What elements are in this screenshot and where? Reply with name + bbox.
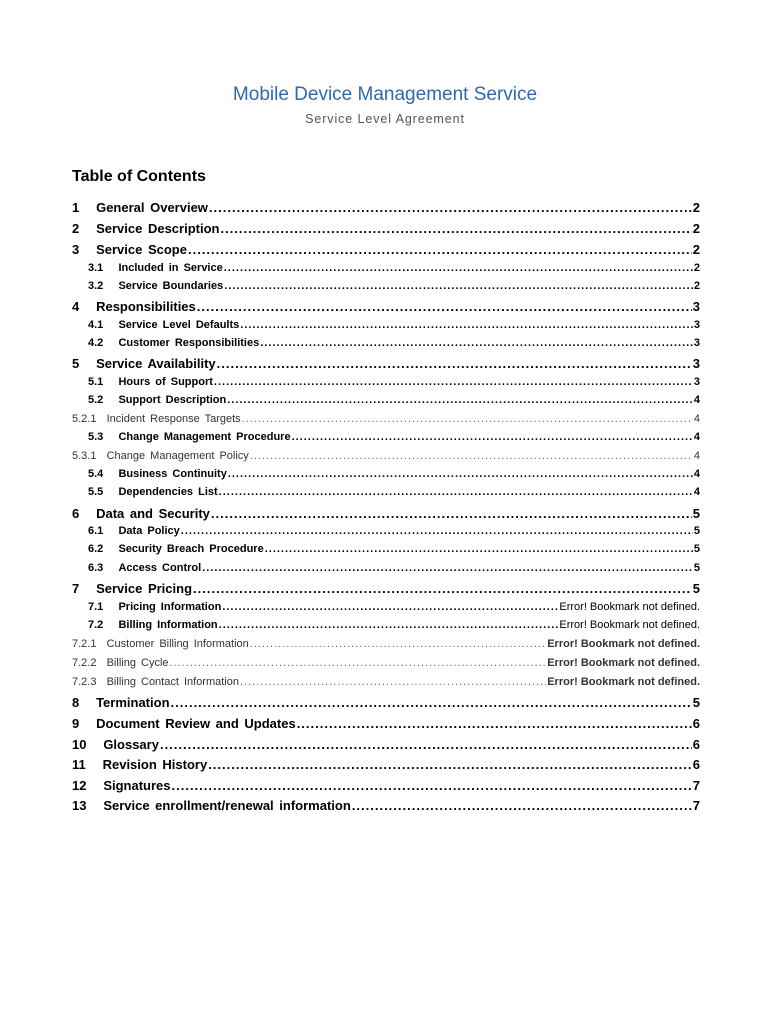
toc-entry-title: Service enrollment/renewal information [103, 798, 351, 813]
toc-dot-leader [208, 757, 692, 772]
toc-entry-page: 3 [692, 356, 700, 371]
toc-entry-label [72, 262, 223, 274]
toc-entry[interactable] [72, 486, 700, 498]
toc-entry-number: 5.3.1 [72, 450, 97, 462]
toc-dot-leader [240, 676, 546, 688]
toc-entry[interactable] [72, 200, 700, 215]
toc-entry-page: 6 [692, 737, 700, 752]
toc-entry-title: Glossary [103, 737, 159, 752]
toc-entry[interactable] [72, 431, 700, 443]
toc-entry-label [72, 280, 223, 292]
toc-entry-number: 4.2 [88, 337, 104, 349]
toc-entry-page: 2 [692, 200, 700, 215]
toc-entry-title: Business Continuity [118, 468, 227, 480]
toc-entry-number: 6 [72, 506, 80, 521]
toc-entry-label [72, 619, 218, 631]
toc-entry[interactable] [72, 543, 700, 555]
toc-entry-title: Security Breach Procedure [118, 543, 264, 555]
toc-entry-number: 8 [72, 695, 80, 710]
toc-entry-title: Dependencies List [118, 486, 218, 498]
toc-entry-number: 1 [72, 200, 80, 215]
toc-entry-number: 7.2 [88, 619, 104, 631]
toc-entry-label [72, 299, 196, 314]
toc-entry-title: Service Level Defaults [118, 319, 240, 331]
toc-entry-number: 6.2 [88, 543, 104, 555]
toc-dot-leader [219, 486, 693, 498]
toc-entry-label [72, 562, 201, 574]
toc-entry-page: 4 [693, 394, 700, 406]
toc-entry-title: Hours of Support [118, 376, 213, 388]
toc-entry[interactable] [72, 798, 700, 813]
toc-entry[interactable] [72, 413, 700, 425]
toc-entry-label [72, 337, 259, 349]
toc-entry-page: 2 [692, 242, 700, 257]
toc-entry[interactable] [72, 337, 700, 349]
toc-entry-number: 10 [72, 737, 87, 752]
toc-entry-title: Billing Contact Information [106, 676, 239, 688]
toc-entry-number: 7.2.3 [72, 676, 97, 688]
toc-entry-page: 2 [693, 262, 700, 274]
toc-entry-number: 6.1 [88, 525, 104, 537]
toc-entry-title: Signatures [103, 778, 171, 793]
toc-dot-leader [224, 262, 693, 274]
toc-entry-number: 12 [72, 778, 87, 793]
toc-entry-label [72, 413, 241, 425]
toc-entry[interactable] [72, 319, 700, 331]
toc-entry[interactable] [72, 356, 700, 371]
toc-entry-label [72, 200, 208, 215]
toc-entry[interactable] [72, 394, 700, 406]
toc-entry-title: Customer Responsibilities [118, 337, 260, 349]
toc-entry-title: Access Control [118, 562, 202, 574]
toc-entry-label [72, 757, 207, 772]
toc-entry-page: 5 [693, 525, 700, 537]
toc-entry-page: 5 [693, 562, 700, 574]
toc-entry[interactable] [72, 299, 700, 314]
toc-entry-page: 7 [692, 798, 700, 813]
toc-dot-leader [181, 525, 693, 537]
toc-dot-leader [193, 581, 692, 596]
toc-entry[interactable] [72, 262, 700, 274]
toc-entry-title: General Overview [96, 200, 208, 215]
document-subtitle: Service Level Agreement [305, 112, 465, 126]
toc-entry-page: 4 [693, 486, 700, 498]
toc-entry-page: 3 [693, 319, 700, 331]
toc-entry-page: 5 [692, 581, 700, 596]
toc-dot-leader [171, 695, 692, 710]
toc-entry-label [72, 581, 192, 596]
toc-entry[interactable] [72, 716, 700, 731]
toc-entry-page: 6 [692, 716, 700, 731]
toc-entry[interactable] [72, 506, 700, 521]
toc-entry-title: Data and Security [96, 506, 210, 521]
toc-entry-label [72, 486, 218, 498]
toc-entry-number: 9 [72, 716, 80, 731]
toc-entry-page: 4 [693, 431, 700, 443]
toc-entry-label [72, 657, 169, 669]
toc-entry[interactable] [72, 581, 700, 596]
toc-entry-title: Included in Service [118, 262, 223, 274]
toc-dot-leader [170, 657, 547, 669]
toc-entry-page: Error! Bookmark not defined. [547, 638, 700, 650]
toc-entry-number: 5.2.1 [72, 413, 97, 425]
toc-entry-page: 5 [692, 506, 700, 521]
toc-dot-leader [220, 221, 691, 236]
toc-entry-label [72, 638, 249, 650]
toc-entry-page: 3 [693, 337, 700, 349]
toc-dot-leader [240, 319, 693, 331]
toc-entry-title: Revision History [102, 757, 208, 772]
toc-entry-label [72, 376, 213, 388]
toc-entry-number: 5.3 [88, 431, 104, 443]
toc-dot-leader [214, 376, 693, 388]
toc-entry-number: 7.1 [88, 601, 104, 613]
toc-dot-leader [265, 543, 693, 555]
toc-dot-leader [297, 716, 692, 731]
toc-entry-title: Billing Cycle [106, 657, 169, 669]
toc-entry[interactable] [72, 280, 700, 292]
toc-entry-title: Service Boundaries [118, 280, 224, 292]
toc-entry-title: Data Policy [118, 525, 180, 537]
toc-entry-label [72, 543, 264, 555]
toc-dot-leader [209, 200, 692, 215]
toc-entry-label [72, 356, 216, 371]
toc-dot-leader [292, 431, 693, 443]
toc-entry-number: 13 [72, 798, 87, 813]
toc-dot-leader [202, 562, 693, 574]
toc-entry-page: 4 [693, 468, 700, 480]
toc-entry-label [72, 716, 296, 731]
toc-entry-number: 5.4 [88, 468, 104, 480]
toc-entry-number: 7.2.1 [72, 638, 97, 650]
toc-entry[interactable] [72, 676, 700, 688]
toc-entry-page: Error! Bookmark not defined. [547, 657, 700, 669]
toc-entry-label [72, 221, 219, 236]
toc-entry[interactable] [72, 601, 700, 613]
toc-entry[interactable] [72, 562, 700, 574]
toc-entry-label [72, 601, 221, 613]
toc-dot-leader [188, 242, 692, 257]
toc-entry-number: 3.1 [88, 262, 104, 274]
toc-heading: Table of Contents [72, 168, 206, 185]
toc-entry[interactable] [72, 695, 700, 710]
toc-dot-leader [250, 638, 546, 650]
toc-entry-number: 11 [72, 757, 86, 772]
toc-entry-title: Incident Response Targets [106, 413, 241, 425]
toc-entry-page: 2 [692, 221, 700, 236]
toc-entry-label [72, 676, 239, 688]
toc-entry[interactable] [72, 757, 700, 772]
toc-entry-page: 5 [692, 695, 700, 710]
toc-entry-page: 3 [692, 299, 700, 314]
toc-entry-page: 4 [693, 413, 700, 425]
toc-dot-leader [227, 394, 693, 406]
toc-entry[interactable] [72, 376, 700, 388]
toc-entry[interactable] [72, 242, 700, 257]
toc-entry-number: 3.2 [88, 280, 104, 292]
toc-entry-title: Support Description [118, 394, 227, 406]
toc-entry-number: 7.2.2 [72, 657, 97, 669]
toc-dot-leader [250, 450, 693, 462]
toc-entry-page: 4 [693, 450, 700, 462]
document-title: Mobile Device Management Service [232, 84, 538, 105]
toc-dot-leader [219, 619, 559, 631]
toc-entry-title: Termination [96, 695, 170, 710]
toc-entry-number: 7 [72, 581, 80, 596]
toc-entry-title: Service Availability [96, 356, 216, 371]
toc-entry-number: 4.1 [88, 319, 104, 331]
toc-entry-label [72, 394, 226, 406]
toc-dot-leader [260, 337, 693, 349]
toc-entry-label [72, 319, 239, 331]
toc-entry-number: 3 [72, 242, 80, 257]
toc-entry-label [72, 695, 170, 710]
toc-dot-leader [352, 798, 692, 813]
toc-entry-number: 2 [72, 221, 80, 236]
toc-entry-label [72, 431, 291, 443]
toc-entry[interactable] [72, 638, 700, 650]
toc-entry-title: Service Scope [96, 242, 187, 257]
toc-dot-leader [242, 413, 693, 425]
toc-entry[interactable] [72, 737, 700, 752]
toc-entry[interactable] [72, 619, 700, 631]
toc-entry-title: Responsibilities [96, 299, 196, 314]
toc-entry-number: 4 [72, 299, 80, 314]
toc-entry-title: Service Description [96, 221, 220, 236]
toc-entry[interactable] [72, 468, 700, 480]
toc-entry-number: 5.1 [88, 376, 104, 388]
toc-entry-number: 5.2 [88, 394, 104, 406]
toc-entry-number: 5 [72, 356, 80, 371]
toc-entry-title: Change Management Policy [106, 450, 249, 462]
toc-entry[interactable] [72, 221, 700, 236]
toc-entry-title: Pricing Information [118, 601, 222, 613]
toc-entry-title: Customer Billing Information [106, 638, 249, 650]
toc-entry-page: 6 [692, 757, 700, 772]
toc-entry-title: Document Review and Updates [96, 716, 296, 731]
toc-dot-leader [222, 601, 558, 613]
toc-entry-page: Error! Bookmark not defined. [559, 601, 700, 613]
toc-entry[interactable] [72, 525, 700, 537]
toc-entry-page: 3 [693, 376, 700, 388]
toc-entry-label [72, 525, 180, 537]
toc-entry-number: 6.3 [88, 562, 104, 574]
toc-entry-label [72, 242, 187, 257]
toc-entry[interactable] [72, 778, 700, 793]
toc-entry-page: 5 [693, 543, 700, 555]
toc-entry-title: Service Pricing [96, 581, 193, 596]
toc-entry[interactable] [72, 450, 700, 462]
toc-entry-page: 2 [693, 280, 700, 292]
toc-dot-leader [172, 778, 692, 793]
toc-dot-leader [228, 468, 693, 480]
toc-entry-label [72, 798, 351, 813]
toc-dot-leader [160, 737, 692, 752]
toc-entry-label [72, 468, 227, 480]
toc-entry-title: Change Management Procedure [118, 431, 291, 443]
toc-dot-leader [224, 280, 693, 292]
toc-entry-title: Billing Information [118, 619, 218, 631]
toc-entry-page: 7 [692, 778, 700, 793]
toc-entry-number: 5.5 [88, 486, 104, 498]
toc-entry-label [72, 778, 171, 793]
toc-entry-label [72, 506, 210, 521]
toc-dot-leader [211, 506, 692, 521]
toc-dot-leader [217, 356, 692, 371]
toc-entry-label [72, 737, 159, 752]
toc-entry[interactable] [72, 657, 700, 669]
toc-entry-label [72, 450, 249, 462]
toc-dot-leader [197, 299, 692, 314]
toc-entry-page: Error! Bookmark not defined. [559, 619, 700, 631]
toc-entry-page: Error! Bookmark not defined. [547, 676, 700, 688]
